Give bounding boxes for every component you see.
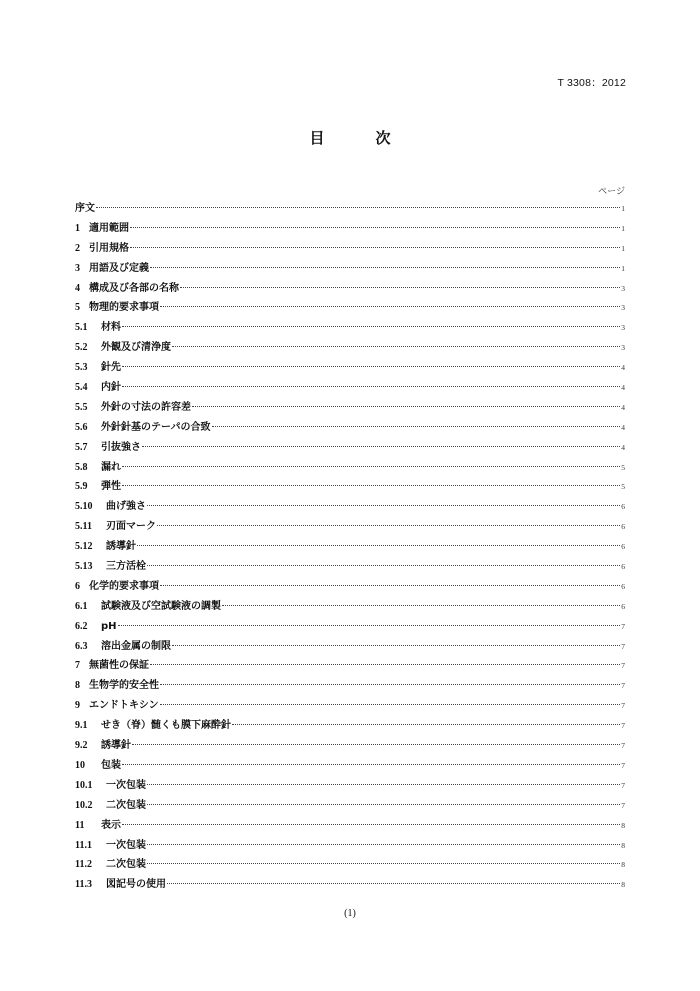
toc-entry-title: 引抜強さ [101,441,141,453]
toc-entry[interactable] [75,696,625,716]
toc-entry-title: 表示 [101,819,121,831]
toc-entry-number: 5.10 [75,501,93,513]
toc-entry-page: 7 [621,641,625,651]
toc-entry-page: 4 [621,402,625,412]
toc-entry[interactable] [75,796,625,816]
toc-entry-number: 8 [75,680,80,692]
dot-leader [150,664,620,665]
toc-entry-page: 6 [621,502,625,512]
toc-entry-title: 化学的要求事項 [89,580,159,592]
toc-entry-page: 3 [621,343,625,353]
footer-page-number: (1) [344,908,356,919]
toc-entry-page: 7 [621,780,625,790]
toc-entry-title: 誘導針 [106,541,136,553]
toc-entry[interactable] [75,557,625,577]
dot-leader [122,326,620,327]
toc-entry-title: 物理的要求事項 [89,302,159,314]
dot-leader [147,784,620,785]
dot-leader [118,625,621,626]
toc-entry-title: 漏れ [101,461,121,473]
toc-entry[interactable] [75,517,625,537]
toc-entry[interactable] [75,875,625,895]
toc-entry-page: 6 [621,562,625,572]
dot-leader [122,764,620,765]
toc-entry[interactable] [75,338,625,358]
toc-entry-number: 5 [75,302,80,314]
toc-entry-title: 適用範囲 [89,222,129,234]
dot-leader [160,306,620,307]
toc-entry-number: 10 [75,759,85,771]
dot-leader [160,585,620,586]
toc-entry[interactable] [75,756,625,776]
toc-entry-title: 二次包装 [106,859,146,871]
toc-entry-title: pH [101,620,117,632]
dot-leader [147,844,620,845]
toc-entry-page: 7 [621,661,625,671]
dot-leader [96,207,620,208]
toc-entry-page: 6 [621,601,625,611]
toc-entry-number: 6.2 [75,620,88,632]
toc-entry-title: 生物学的安全性 [89,680,159,692]
toc-entry[interactable] [75,836,625,856]
page-column-label: ページ [598,187,625,197]
toc-entry[interactable] [75,617,625,637]
toc-entry-title: 構成及び各部の名称 [89,282,179,294]
toc-entry[interactable] [75,537,625,557]
toc-entry-number: 5.4 [75,382,88,394]
toc-entry-number: 11.2 [75,859,92,871]
dot-leader [147,505,620,506]
toc-entry-page: 1 [621,243,625,253]
dot-leader [122,386,620,387]
toc-entry-number: 9 [75,700,80,712]
toc-entry-number: 5.3 [75,362,88,374]
dot-leader [192,406,620,407]
toc-entry-page: 4 [621,363,625,373]
toc-entry[interactable] [75,776,625,796]
toc-entry-title: 外針の寸法の許容差 [101,401,191,413]
toc-entry-page: 4 [621,383,625,393]
toc-entry-page: 7 [621,760,625,770]
toc-entry-title: 内針 [101,382,121,394]
toc-entry-number: 9.1 [75,720,88,732]
toc-entry-title: 一次包装 [106,839,146,851]
toc-entry-title: 外観及び清浄度 [101,342,171,354]
page-title: 目 次 [309,129,409,147]
toc-entry[interactable] [75,239,625,259]
toc-entry-title: 三方活栓 [106,561,146,573]
toc-entry[interactable] [75,438,625,458]
toc-entry[interactable] [75,676,625,696]
toc-entry-number: 6.3 [75,640,88,652]
dot-leader [212,426,621,427]
toc-entry-number: 9.2 [75,740,88,752]
toc-entry[interactable] [75,358,625,378]
toc-entry-number: 5.13 [75,561,93,573]
toc-entry-title: 誘導針 [101,740,131,752]
toc-entry-number: 3 [75,262,80,274]
toc-entry[interactable] [75,497,625,517]
toc-entry[interactable] [75,279,625,299]
toc-entry[interactable] [75,736,625,756]
toc-entry-page: 8 [621,820,625,830]
dot-leader [137,545,620,546]
toc-entry-number: 6 [75,580,80,592]
toc-entry-title: エンドトキシン [89,700,159,712]
toc-entry-page: 3 [621,283,625,293]
toc-entry[interactable] [75,458,625,478]
toc-entry-page: 8 [621,860,625,870]
toc-entry-number: 5.6 [75,421,88,433]
table-of-contents [75,199,625,895]
toc-entry-page: 1 [621,263,625,273]
dot-leader [232,724,620,725]
toc-entry-page: 1 [621,223,625,233]
toc-entry[interactable] [75,855,625,875]
toc-entry-title: 弾性 [101,481,121,493]
dot-leader [122,485,620,486]
toc-entry-title: 溶出金属の制限 [101,640,171,652]
toc-entry-page: 4 [621,442,625,452]
toc-entry-number: 2 [75,242,80,254]
toc-entry-page: 5 [621,462,625,472]
toc-entry-title: 試験液及び空試験液の調製 [101,600,221,612]
toc-entry-number: 1 [75,222,80,234]
toc-entry-title: 序文 [75,203,95,214]
toc-entry-title: 材料 [101,322,121,334]
toc-entry-title: 外針針基のテーパの合致 [101,421,211,433]
toc-entry-title: 針先 [101,362,121,374]
toc-entry[interactable] [75,318,625,338]
toc-entry[interactable] [75,656,625,676]
dot-leader [172,645,620,646]
toc-entry[interactable] [75,597,625,617]
toc-entry-page: 7 [621,681,625,691]
dot-leader [122,366,620,367]
toc-entry[interactable] [75,418,625,438]
toc-entry[interactable] [75,298,625,318]
toc-entry[interactable] [75,398,625,418]
toc-entry-number: 11.1 [75,839,92,851]
toc-entry-number: 10.2 [75,799,93,811]
toc-entry-title: 一次包装 [106,779,146,791]
toc-entry-number: 5.1 [75,322,88,334]
toc-entry[interactable] [75,219,625,239]
dot-leader [147,863,620,864]
dot-leader [172,346,620,347]
toc-entry-title: 包装 [101,759,121,771]
toc-entry-number: 10.1 [75,779,93,791]
toc-entry[interactable] [75,816,625,836]
toc-entry-page: 4 [621,422,625,432]
toc-entry[interactable] [75,259,625,279]
toc-entry-title: 二次包装 [106,799,146,811]
dot-leader [167,883,620,884]
toc-entry-page: 7 [621,621,625,631]
toc-entry[interactable] [75,577,625,597]
toc-entry-number: 5.2 [75,342,88,354]
toc-entry-page: 6 [621,581,625,591]
toc-entry-page: 8 [621,880,625,890]
toc-entry-page: 3 [621,303,625,313]
toc-entry-title: 図記号の使用 [106,879,166,891]
toc-entry[interactable] [75,378,625,398]
toc-entry-title: 用語及び定義 [89,262,149,274]
toc-entry-page: 7 [621,701,625,711]
dot-leader [122,466,620,467]
toc-entry-number: 5.7 [75,441,88,453]
dot-leader [180,287,620,288]
toc-entry-title: 引用規格 [89,242,129,254]
dot-leader [122,824,620,825]
toc-entry-number: 5.11 [75,521,92,533]
dot-leader [222,605,620,606]
dot-leader [142,446,620,447]
toc-entry[interactable] [75,716,625,736]
toc-entry-page: 3 [621,323,625,333]
dot-leader [147,565,620,566]
document-id: T 3308：2012 [557,77,626,89]
toc-entry-page: 7 [621,721,625,731]
toc-entry-title: 無菌性の保証 [89,660,149,672]
dot-leader [160,684,620,685]
toc-entry-title: せき（脊）髄くも膜下麻酔針 [101,720,231,732]
dot-leader [157,525,620,526]
toc-entry-page: 6 [621,522,625,532]
toc-entry[interactable] [75,477,625,497]
toc-entry-page: 7 [621,741,625,751]
dot-leader [147,804,620,805]
dot-leader [150,267,620,268]
toc-entry-page: 6 [621,542,625,552]
toc-entry[interactable] [75,637,625,657]
toc-entry-number: 5.9 [75,481,88,493]
dot-leader [130,247,620,248]
toc-entry-page: 7 [621,800,625,810]
dot-leader [160,704,621,705]
toc-entry-number: 7 [75,660,80,672]
toc-entry-number: 11 [75,819,85,831]
toc-entry-title: 曲げ強さ [106,501,146,513]
toc-entry-number: 4 [75,282,80,294]
toc-entry[interactable] [75,199,625,219]
toc-entry-number: 5.12 [75,541,93,553]
toc-entry-title: 刃面マーク [106,521,156,533]
dot-leader [130,227,620,228]
toc-entry-number: 5.8 [75,461,88,473]
toc-entry-number: 11.3 [75,879,92,891]
toc-entry-page: 8 [621,840,625,850]
toc-entry-number: 5.5 [75,401,88,413]
dot-leader [132,744,620,745]
toc-entry-page: 5 [621,482,625,492]
toc-entry-page: 1 [621,204,625,213]
toc-entry-number: 6.1 [75,600,88,612]
